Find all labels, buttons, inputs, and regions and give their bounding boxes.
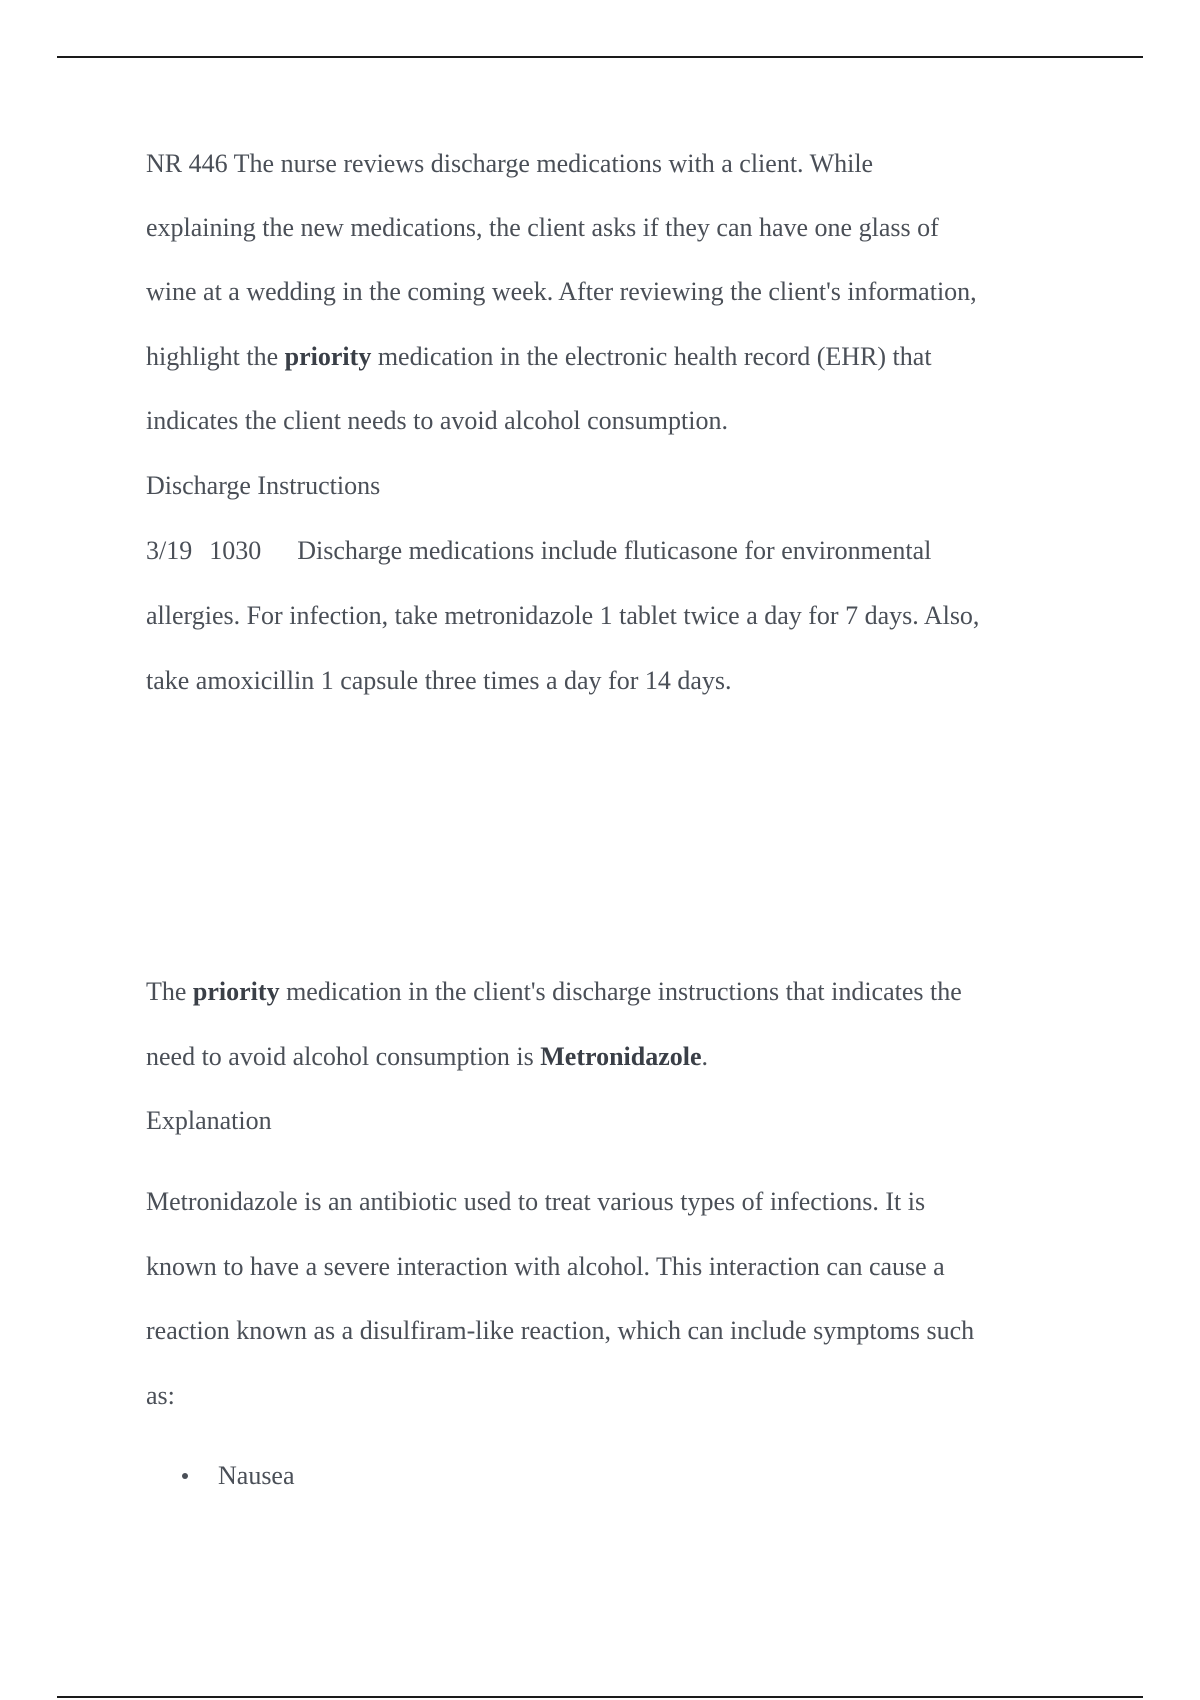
discharge-entry-line: take amoxicillin 1 capsule three times a day for 14 days. (146, 666, 732, 695)
question-line: indicates the client needs to avoid alcohol consumption. (146, 406, 728, 435)
answer-line: The priority medication in the client's discharge instructions that indicates the (146, 977, 962, 1006)
question-line: explaining the new medications, the client asks if they can have one glass of (146, 213, 939, 242)
symptom-list-item: Nausea (182, 1461, 295, 1491)
discharge-heading: Discharge Instructions (146, 471, 381, 500)
explanation-heading: Explanation (146, 1106, 272, 1135)
priority-emphasis: priority (192, 977, 280, 1006)
discharge-time: 1030 (209, 536, 262, 565)
bottom-divider (57, 1696, 1143, 1698)
explanation-line: reaction known as a disulfiram-like reaction, which can include symptoms such (146, 1316, 975, 1345)
discharge-date: 3/19 (146, 536, 193, 565)
discharge-entry-line (146, 536, 931, 566)
discharge-entry-line: allergies. For infection, take metronidazole 1 tablet twice a day for 7 days. Also, (146, 601, 980, 630)
discharge-text: Discharge medications include fluticasone for environmental (297, 536, 932, 565)
answer-medication: Metronidazole (540, 1042, 702, 1071)
question-line: highlight the priority medication in the electronic health record (EHR) that (146, 342, 932, 371)
bullet-icon (182, 1473, 188, 1479)
explanation-line: as: (146, 1381, 175, 1410)
question-line: NR 446 The nurse reviews discharge medications with a client. While (146, 149, 874, 178)
explanation-line: known to have a severe interaction with alcohol. This interaction can cause a (146, 1252, 945, 1281)
explanation-line: Metronidazole is an antibiotic used to treat various types of infections. It is (146, 1187, 926, 1216)
top-divider (57, 56, 1143, 58)
answer-line: need to avoid alcohol consumption is Metronidazole. (146, 1042, 709, 1071)
question-line: wine at a wedding in the coming week. After reviewing the client's information, (146, 277, 977, 306)
priority-emphasis: priority (284, 342, 372, 371)
